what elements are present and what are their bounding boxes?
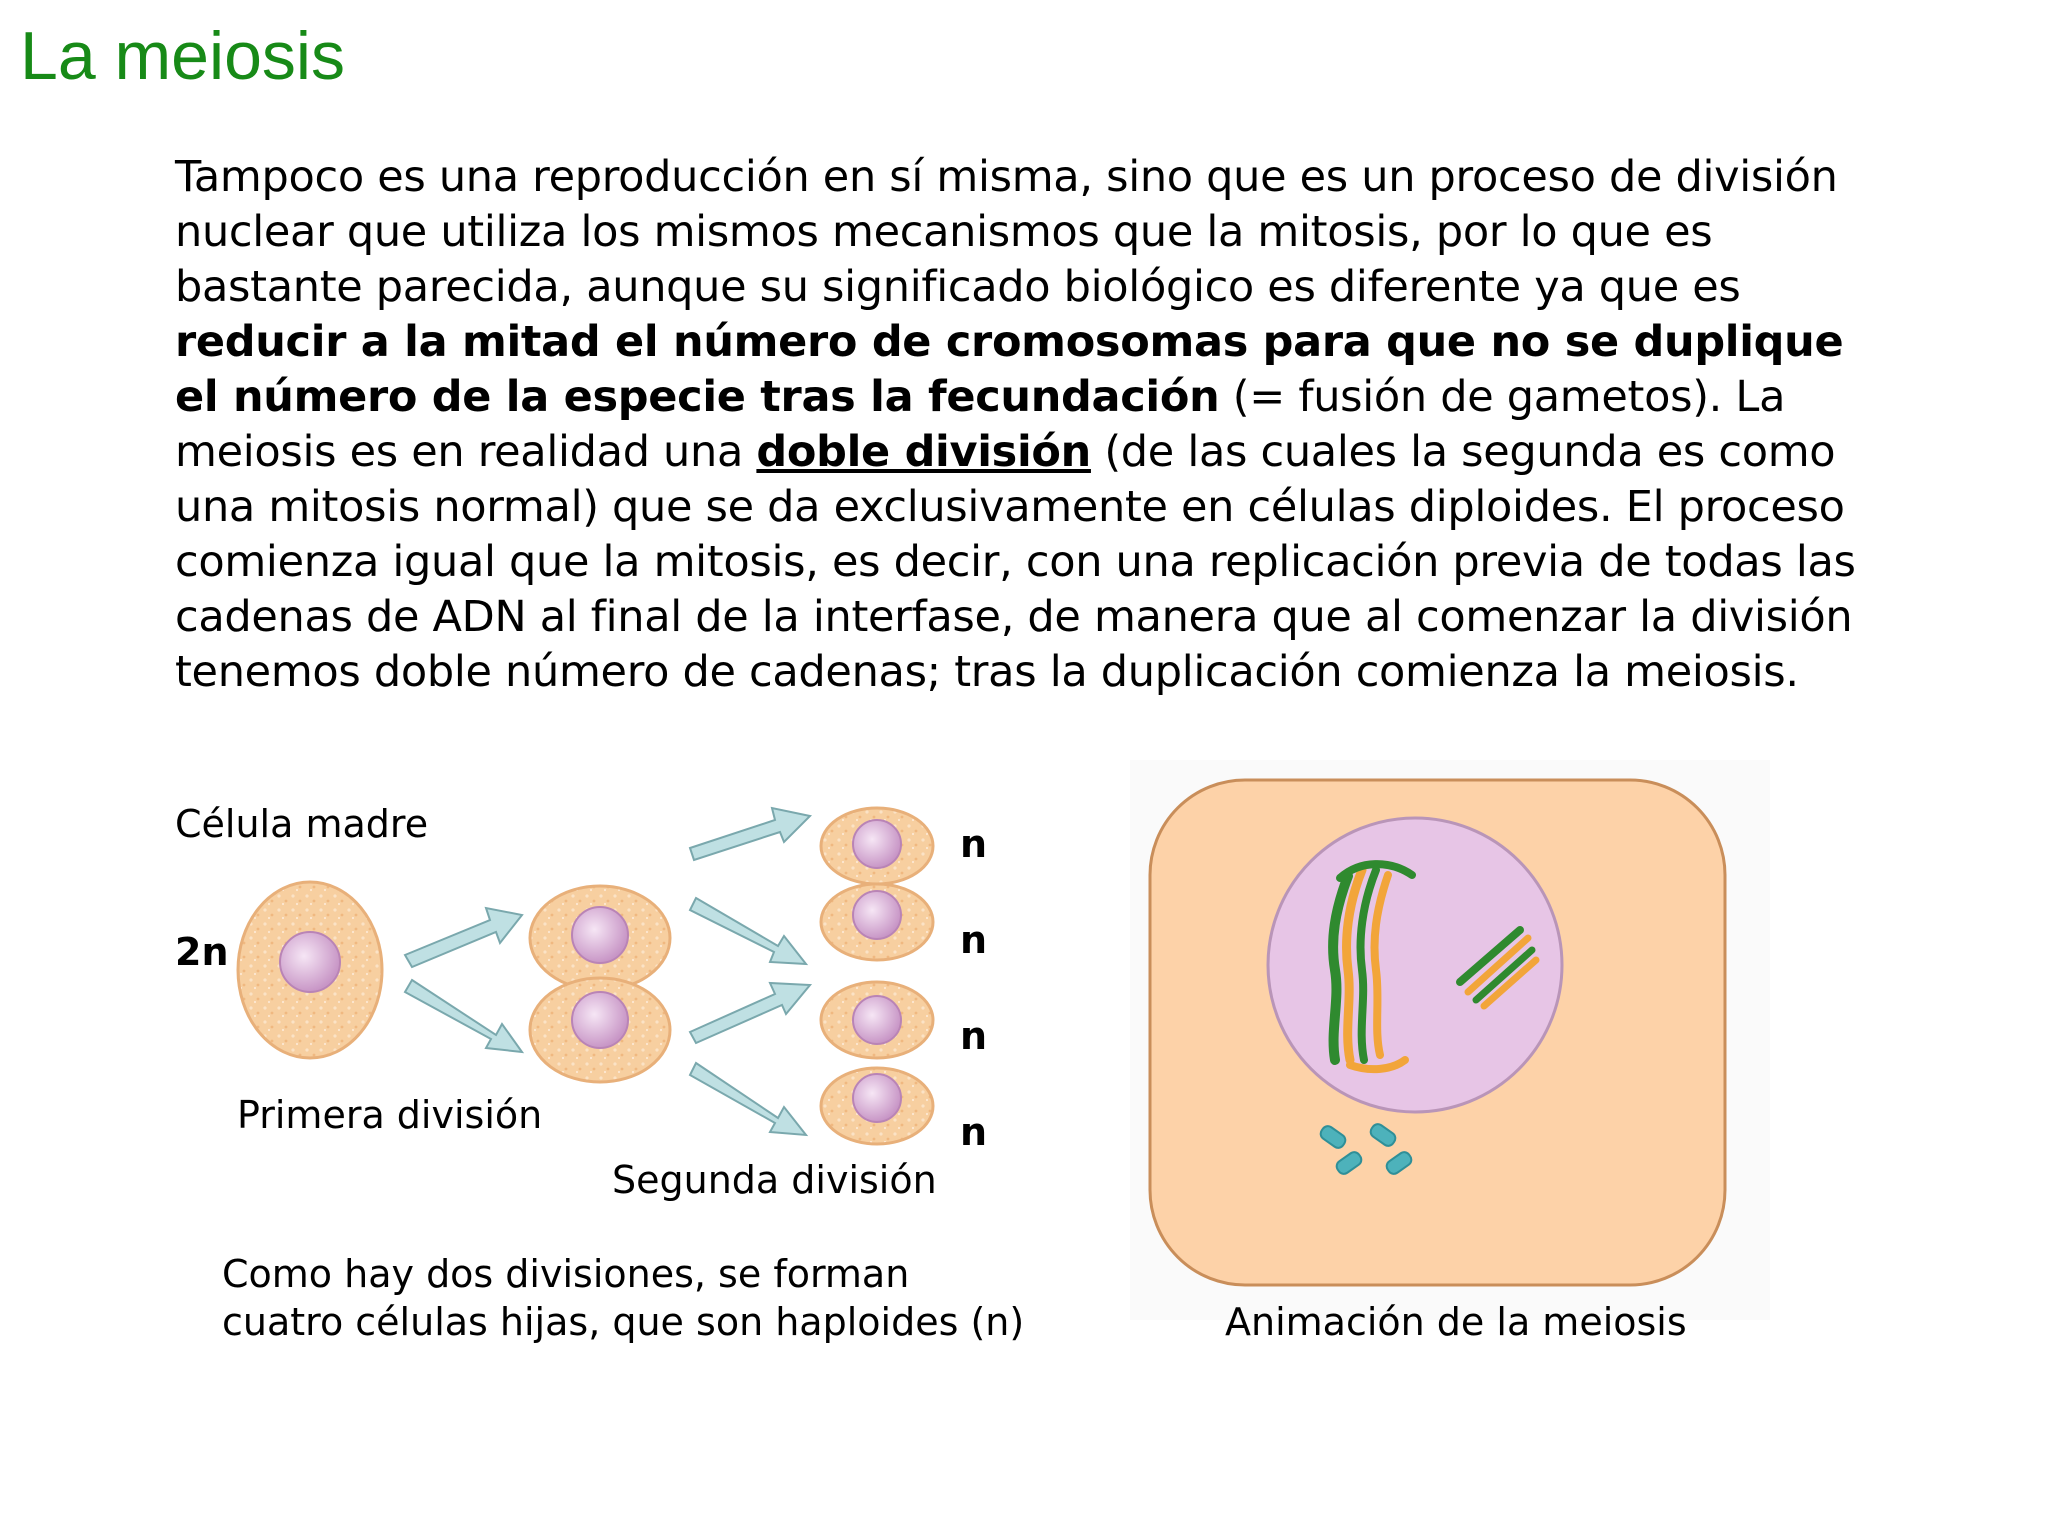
arrow-second-division-4 — [690, 1063, 806, 1135]
ploidy-2n-label: 2n — [175, 930, 229, 974]
arrow-first-division-up — [405, 908, 522, 967]
ploidy-n-label-3: n — [960, 1014, 988, 1058]
animation-graphic — [1130, 760, 1770, 1320]
arrow-second-division-1 — [690, 808, 810, 860]
paragraph-underlined-term: doble división — [756, 427, 1091, 477]
ploidy-n-label-4: n — [960, 1110, 988, 1154]
ploidy-n-label-1: n — [960, 822, 988, 866]
first-division-label: Primera división — [237, 1093, 543, 1137]
haploid-cell-2 — [821, 884, 933, 960]
arrow-second-division-3 — [690, 983, 810, 1043]
paragraph-bold-statement: reducir a la mitad el número de cromosomas para que no se duplique el número de la especie tras la fecundación — [175, 317, 1844, 422]
ploidy-n-label-2: n — [960, 918, 988, 962]
haploid-cell-3 — [821, 982, 933, 1058]
arrow-first-division-down — [405, 980, 522, 1052]
paragraph-part-1: Tampoco es una reproducción en sí misma, sino que es un proceso de división nuclear que utiliza los mismos mecanismos que la mitosis, por lo que es bastante parecida, aunque su significado biológico es diferente ya que es — [175, 152, 1838, 312]
mother-cell — [238, 882, 382, 1058]
daughter-cell-2 — [530, 978, 670, 1082]
haploid-cell-1 — [821, 808, 933, 884]
paragraph-part-3: (= fusión de gametos). La meiosis es en realidad una — [175, 372, 1786, 477]
mother-cell-label: Célula madre — [175, 802, 429, 846]
body-paragraph — [175, 150, 1895, 700]
meiosis-animation[interactable] — [1130, 760, 1770, 1320]
daughter-cell-1 — [530, 886, 670, 990]
second-division-label: Segunda división — [612, 1158, 937, 1202]
page-title: La meiosis — [20, 18, 346, 94]
paragraph-part-5: (de las cuales la segunda es como una mitosis normal) que se da exclusivamente en células diploides. El proceso comienza igual que la mitosis, es decir, con una replicación previa de todas las cadenas de ADN al final de la interfase, de manera que al comenzar la división tenemos doble número de cadenas; tras la duplicación comienza la meiosis. — [175, 427, 1856, 697]
haploid-cell-4 — [821, 1068, 933, 1144]
diagram-caption: Como hay dos divisiones, se forman cuatro células hijas, que son haploides (n) — [222, 1252, 1025, 1344]
arrow-second-division-2 — [690, 898, 806, 964]
animation-caption: Animación de la meiosis — [1225, 1300, 1687, 1344]
